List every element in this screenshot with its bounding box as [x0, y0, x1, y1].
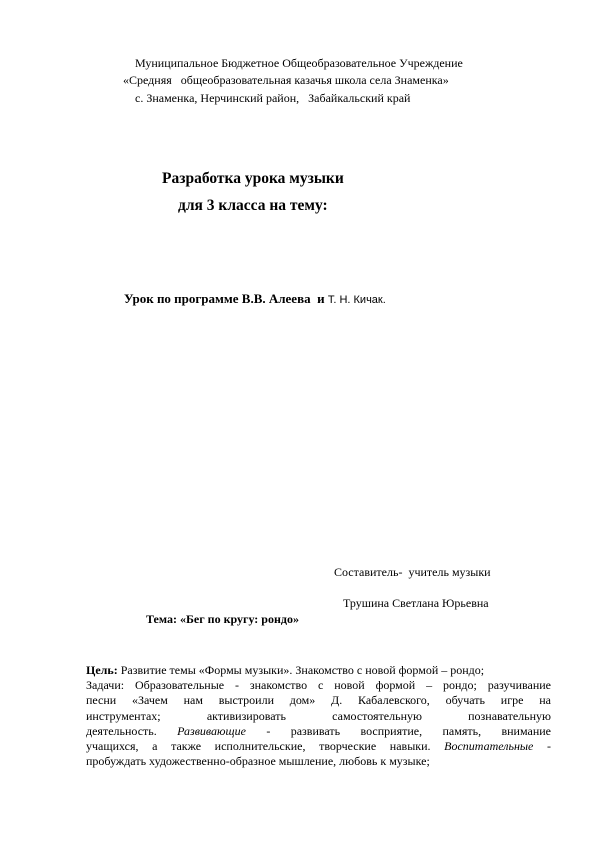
tasks-line-5	[86, 739, 551, 754]
program-line	[124, 291, 386, 308]
developmental-label: Развивающие	[177, 723, 246, 738]
composer-name: Трушина Светлана Юрьевна	[343, 596, 489, 610]
goal-label: Цель:	[86, 663, 118, 677]
tasks-line-5-start: учащихся, а также исполнительские, творческие навыки.	[86, 739, 445, 754]
tasks-line-4-start: деятельность.	[86, 723, 178, 738]
goal-text: Развитие темы «Формы музыки». Знакомство с новой формой – рондо;	[117, 663, 485, 677]
tasks-line-5-end: -	[533, 739, 551, 754]
school-address-line: с. Знаменка, Нерчинский район, Забайкальский край	[135, 91, 411, 105]
lesson-description	[86, 663, 551, 769]
document-title-line2: для 3 класса на тему:	[178, 197, 328, 214]
school-type-line: «Средняя общеобразовательная казачья школа села Знаменка»	[123, 73, 449, 87]
composer-role: Составитель- учитель музыки	[334, 565, 491, 579]
tasks-line-1: Задачи: Образовательные - знакомство с новой формой – рондо; разучивание	[86, 678, 551, 693]
program-author: Т. Н. Кичак.	[327, 294, 386, 306]
school-name-line: Муниципальное Бюджетное Общеобразовательное Учреждение	[135, 56, 463, 70]
lesson-topic: Тема: «Бег по кругу: рондо»	[146, 612, 299, 626]
educational-label: Воспитательные	[444, 739, 534, 754]
tasks-line-4-end: - развивать восприятие, память, внимание	[245, 723, 551, 738]
tasks-line-4	[86, 724, 551, 739]
tasks-line-2: песни «Зачем нам выстроили дом» Д. Кабалевского, обучать игре на	[86, 693, 551, 708]
goal-line	[86, 663, 551, 678]
document-title-line1: Разработка урока музыки	[162, 170, 344, 187]
tasks-line-3: инструментах; активизировать самостоятельную познавательную	[86, 708, 551, 723]
tasks-line-6: пробуждать художественно-образное мышление, любовь к музыке;	[86, 754, 430, 769]
program-text: Урок по программе В.В. Алеева и	[124, 291, 328, 306]
